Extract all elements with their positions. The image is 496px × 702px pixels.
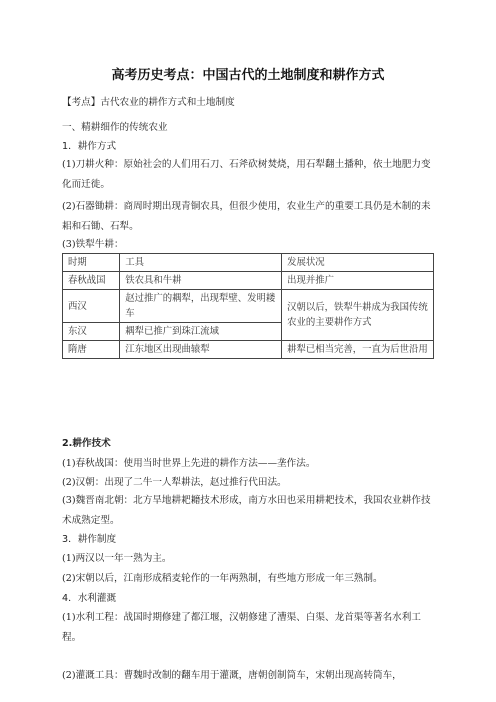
table-cell: 隋唐 xyxy=(63,341,120,359)
paragraph-10: (2)灌溉工具：曹魏时改制的翻车用于灌溉，唐朝创制筒车，宋朝出现高转筒车， xyxy=(62,670,402,681)
table-cell: 出现并推广 xyxy=(282,272,434,290)
subheading-3: 3．耕作制度 xyxy=(62,534,117,545)
subheading-1: 1．耕作方式 xyxy=(62,141,117,152)
paragraph-3: (3)铁犁牛耕： xyxy=(62,239,124,250)
table-cell: 耕犁已相当完善，一直为后世沿用 xyxy=(282,341,434,359)
table-row xyxy=(63,341,434,359)
table-cell: 春秋战国 xyxy=(63,272,120,290)
table-cell: 东汉 xyxy=(63,323,120,341)
paragraph-1: (1)刀耕火种：原始社会的人们用石刀、石斧砍树焚烧，用石犁翻土播种，依土地肥力变化而迁徙。 xyxy=(62,159,431,190)
table-header-cell: 工具 xyxy=(120,254,282,272)
paragraph-5: (2)汉朝：出现了二牛一人犁耕法，赵过推行代田法。 xyxy=(62,477,287,488)
paragraph-4: (1)春秋战国：使用当时世界上先进的耕作方法——垄作法。 xyxy=(62,458,316,469)
table-header-cell: 发展状况 xyxy=(282,254,434,272)
table-row xyxy=(63,290,434,323)
table-cell: 铁农具和牛耕 xyxy=(120,272,282,290)
subheading-4: 4．水利灌溉 xyxy=(62,593,117,604)
table-row xyxy=(63,272,434,290)
section-heading-1: 一、精耕细作的传统农业 xyxy=(62,122,168,133)
table-header-cell: 时期 xyxy=(63,254,120,272)
table-cell: 赵过推广的耦犁，出现犁壁、发明耧车 xyxy=(120,290,282,323)
subheading-2: 2.耕作技术 xyxy=(62,438,111,449)
table-header-row xyxy=(63,254,434,272)
kaodian-heading: 【考点】古代农业的耕作方式和土地制度 xyxy=(62,97,235,108)
page-title: 高考历史考点：中国古代的土地制度和耕作方式 xyxy=(111,68,385,83)
table-cell: 西汉 xyxy=(63,290,120,323)
paragraph-8: (2)宋朝以后，江南形成稻麦轮作的一年两熟制，有些地方形成一年三熟制。 xyxy=(62,573,383,584)
paragraph-2: (2)石器锄耕：商周时期出现青铜农具，但很少使用，农业生产的重要工具仍是木制的耒耜和石锄、石犁。 xyxy=(62,201,431,232)
farming-tools-table xyxy=(62,253,434,359)
paragraph-9: (1)水利工程：战国时期修建了都江堰，汉朝修建了漕渠、白渠、龙首渠等著名水利工程。 xyxy=(62,612,421,643)
table-cell: 汉朝以后，铁犁牛耕成为我国传统农业的主要耕作方式 xyxy=(282,290,434,341)
paragraph-7: (1)两汉以一年一熟为主。 xyxy=(62,553,172,564)
paragraph-6: (3)魏晋南北朝：北方旱地耕耙耱技术形成，南方水田也采用耕耙技术，我国农业耕作技术成熟定型。 xyxy=(62,495,431,526)
table-cell: 江东地区出现曲辕犁 xyxy=(120,341,282,359)
table-cell: 耦犁已推广到珠江流域 xyxy=(120,323,282,341)
